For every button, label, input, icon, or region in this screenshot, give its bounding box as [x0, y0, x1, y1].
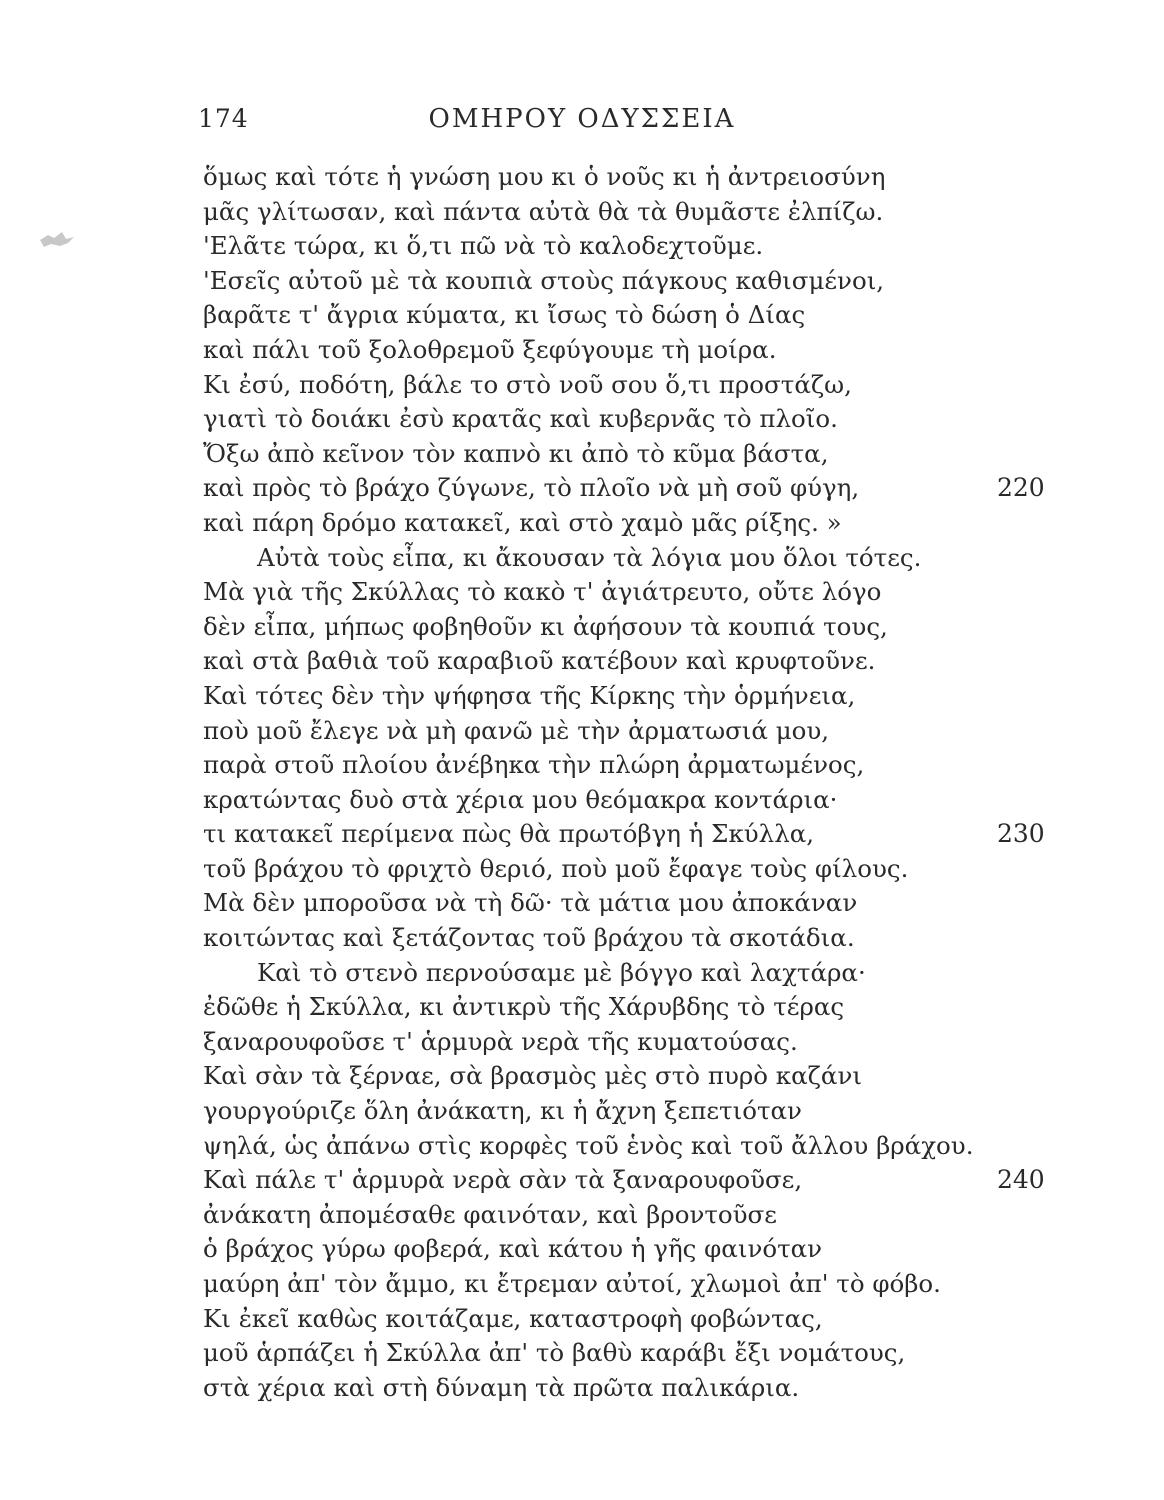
poem-text	[0, 160, 1164, 1405]
verse-line	[0, 956, 1164, 991]
verse-text: Καὶ πάλε τ' ἁρμυρὰ νερὰ σὰν τὰ ξαναρουφοῦσε,	[203, 1165, 803, 1195]
verse-text: γιατὶ τὸ δοιάκι ἐσὺ κρατᾶς καὶ κυβερνᾶς τὸ πλοῖο.	[203, 404, 838, 434]
page-header	[0, 104, 1164, 144]
verse-line	[0, 1232, 1164, 1267]
line-number: 220	[997, 473, 1045, 503]
verse-line	[0, 229, 1164, 264]
verse-line	[0, 644, 1164, 679]
verse-text: ξαναρουφοῦσε τ' ἁρμυρὰ νερὰ τῆς κυματούσας.	[203, 1026, 798, 1056]
verse-text: 'Εσεῖς αὐτοῦ μὲ τὰ κουπιὰ στοὺς πάγκους καθισμένοι,	[203, 265, 885, 295]
verse-line	[0, 1267, 1164, 1302]
verse-line	[0, 1129, 1164, 1164]
verse-line	[0, 298, 1164, 333]
verse-line	[0, 990, 1164, 1025]
verse-text: Αὐτὰ τοὺς εἶπα, κι ἄκουσαν τὰ λόγια μου ὅλοι τότες.	[257, 542, 922, 572]
verse-line	[0, 333, 1164, 368]
verse-text: κοιτώντας καὶ ξετάζοντας τοῦ βράχου τὰ σκοτάδια.	[203, 923, 855, 953]
verse-text: κρατώντας δυὸ στὰ χέρια μου θεόμακρα κοντάρια·	[203, 784, 838, 814]
verse-line	[0, 1302, 1164, 1337]
verse-line	[0, 1336, 1164, 1371]
verse-text: καὶ πρὸς τὸ βράχο ζύγωνε, τὸ πλοῖο νὰ μὴ σοῦ φύγη,	[203, 473, 860, 503]
verse-line	[0, 610, 1164, 645]
verse-text: 'Ελᾶτε τώρα, κι ὅ,τι πῶ νὰ τὸ καλοδεχτοῦμε.	[203, 231, 764, 261]
verse-line	[0, 264, 1164, 299]
verse-text: Ὄξω ἀπὸ κεῖνον τὸν καπνὸ κι ἀπὸ τὸ κῦμα βάστα,	[203, 438, 829, 468]
verse-line	[0, 506, 1164, 541]
verse-text: ποὺ μοῦ ἔλεγε νὰ μὴ φανῶ μὲ τὴν ἀρματωσιά μου,	[203, 715, 830, 745]
page-number: 174	[198, 104, 249, 133]
verse-text: μᾶς γλίτωσαν, καὶ πάντα αὐτὰ θὰ τὰ θυμᾶστε ἐλπίζω.	[203, 196, 884, 226]
verse-line	[0, 714, 1164, 749]
verse-text: τοῦ βράχου τὸ φριχτὸ θεριό, ποὺ μοῦ ἔφαγε τοὺς φίλους.	[203, 853, 909, 883]
verse-text: Μὰ γιὰ τῆς Σκύλλας τὸ κακὸ τ' ἀγιάτρευτο, οὔτε λόγο	[203, 577, 882, 607]
verse-text: δὲν εἶπα, μήπως φοβηθοῦν κι ἀφήσουν τὰ κουπιά τους,	[203, 611, 888, 641]
verse-text: στὰ χέρια καὶ στὴ δύναμη τὰ πρῶτα παλικάρια.	[203, 1372, 800, 1402]
verse-text: Κι ἐκεῖ καθὼς κοιτάζαμε, καταστροφὴ φοβώντας,	[203, 1303, 823, 1333]
verse-text: Μὰ δὲν μποροῦσα νὰ τὴ δῶ· τὰ μάτια μου ἀποκάναν	[203, 888, 858, 918]
verse-text: βαρᾶτε τ' ἄγρια κύματα, κι ἴσως τὸ δώση ὁ Δίας	[203, 300, 806, 330]
verse-line	[0, 195, 1164, 230]
verse-text: ὅμως καὶ τότε ἡ γνώση μου κι ὁ νοῦς κι ἡ ἀντρειοσύνη	[203, 162, 886, 191]
verse-line	[0, 748, 1164, 783]
verse-line	[0, 1025, 1164, 1060]
verse-line	[0, 679, 1164, 714]
verse-line	[0, 575, 1164, 610]
verse-text: Κι ἐσύ, ποδότη, βάλε το στὸ νοῦ σου ὅ,τι προστάζω,	[203, 369, 852, 399]
verse-line	[0, 402, 1164, 437]
verse-text: καὶ πάρη δρόμο κατακεῖ, καὶ στὸ χαμὸ μᾶς ρίξης. »	[203, 507, 842, 537]
verse-line	[0, 541, 1164, 576]
verse-text: μαύρη ἀπ' τὸν ἄμμο, κι ἔτρεμαν αὐτοί, χλωμοὶ ἀπ' τὸ φόβο.	[203, 1269, 941, 1298]
line-number: 230	[997, 819, 1045, 849]
verse-line	[0, 921, 1164, 956]
verse-text: καὶ πάλι τοῦ ξολοθρεμοῦ ξεφύγουμε τὴ μοίρα.	[203, 334, 777, 364]
verse-line	[0, 437, 1164, 472]
verse-line	[0, 1198, 1164, 1233]
verse-line	[0, 886, 1164, 921]
verse-line	[0, 368, 1164, 403]
verse-line	[0, 783, 1164, 818]
verse-text: ἀνάκατη ἀπομέσαθε φαινόταν, καὶ βροντοῦσε	[203, 1199, 777, 1229]
verse-text: ἐδῶθε ἡ Σκύλλα, κι ἀντικρὺ τῆς Χάρυβδης τὸ τέρας	[203, 992, 845, 1022]
verse-text: Καὶ τότες δὲν τὴν ψήφησα τῆς Κίρκης τὴν ὁρμήνεια,	[203, 680, 856, 710]
verse-line	[0, 1094, 1164, 1129]
verse-line	[0, 160, 1164, 195]
verse-line	[0, 1163, 1164, 1198]
verse-text: Καὶ τὸ στενὸ περνούσαμε μὲ βόγγο καὶ λαχτάρα·	[257, 957, 866, 987]
verse-line	[0, 852, 1164, 887]
verse-text: παρὰ στοῦ πλοίου ἀνέβηκα τὴν πλώρη ἀρματωμένος,	[203, 750, 865, 780]
verse-text: τι κατακεῖ περίμενα πὼς θὰ πρωτόβγη ἡ Σκύλλα,	[203, 819, 815, 849]
verse-line	[0, 817, 1164, 852]
verse-text: Καὶ σὰν τὰ ξέρναε, σὰ βρασμὸς μὲς στὸ πυρὸ καζάνι	[203, 1061, 862, 1091]
verse-line	[0, 471, 1164, 506]
verse-text: ὁ βράχος γύρω φοβερά, καὶ κάτου ἡ γῆς φαινόταν	[203, 1234, 823, 1264]
line-number: 240	[997, 1165, 1045, 1195]
verse-line	[0, 1371, 1164, 1406]
verse-text: ψηλά, ὡς ἀπάνω στὶς κορφὲς τοῦ ἑνὸς καὶ τοῦ ἄλλου βράχου.	[203, 1130, 974, 1160]
verse-line	[0, 1059, 1164, 1094]
running-title: ΟΜΗΡΟΥ ΟΔΥΣΣΕΙΑ	[428, 104, 736, 134]
verse-text: καὶ στὰ βαθιὰ τοῦ καραβιοῦ κατέβουν καὶ κρυφτοῦνε.	[203, 646, 876, 676]
verse-text: μοῦ ἁρπάζει ἡ Σκύλλα ἀπ' τὸ βαθὺ καράβι ἔξι νομάτους,	[203, 1338, 906, 1368]
verse-text: γουργούριζε ὅλη ἀνάκατη, κι ἡ ἄχνη ξεπετιόταν	[203, 1096, 802, 1126]
